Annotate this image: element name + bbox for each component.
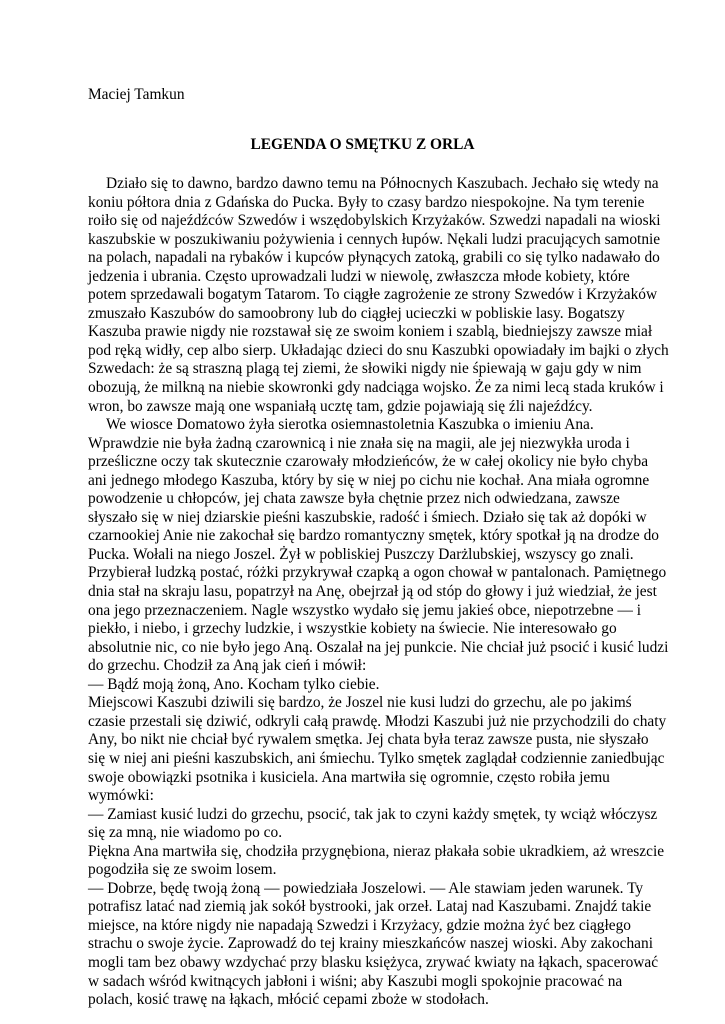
text-line: do grzechu. Chodził za Aną jak cień i mówił: [88,657,367,675]
text-line: — Zamiast kusić ludzi do grzechu, psocić, tak jak to czyni każdy smętek, ty wciąż włóczysz [88,805,658,823]
text-line: roiło się od najeźdźców Szwedów i wszędobylskich Krzyżaków. Szwedzi napadali na wioski [88,212,661,230]
text-line: ani jednego młodego Kaszuba, który by się w niej po cichu nie kochał. Ana miała ogromne [88,471,650,489]
text-line: — Bądź moją żoną, Ano. Kocham tylko ciebie. [88,675,380,693]
text-line: wymówki: [88,787,154,805]
text-line: ona jego przeznaczeniem. Nagle wszystko wydało się jemu jakieś obce, niepotrzebne — i [88,601,642,619]
text-line: się w niej ani pieśni kaszubskich, ani śmiechu. Tylko smętek zaglądał codziennie zaniedbując [88,749,665,767]
text-line: potem sprzedawali bogatym Tatarom. To ciągłe zagrożenie ze strony Szwedów i Krzyżaków [88,286,658,304]
text-line: Szwedach: że są straszną plagą tej ziemi, że słowiki nigdy nie śpiewają w gaju gdy w nim [88,360,642,378]
text-line: czarnookiej Anie nie zakochał się bardzo romantyczny smętek, który spotkał ją na drodze do [88,527,659,545]
text-line: polach, kosić trawę na łąkach, młócić cepami zboże w stodołach. [88,991,489,1009]
text-line: dnia stał na skraju lasu, popatrzył na Anę, obejrzał ją od stóp do głowy i już wiedział, że jest [88,583,657,601]
text-line: swoje obowiązki psotnika i kusiciela. Ana martwiła się ogromnie, często robiła jemu [88,768,610,786]
text-line: We wiosce Domatowo żyła sierotka osiemnastoletnia Kaszubka o imieniu Ana. [106,416,594,434]
text-line: powodzenie u chłopców, jej chata zawsze była chętnie przez nich odwiedzana, zawsze [88,490,620,508]
text-line: Pucka. Wołali na niego Joszel. Żył w pobliskiej Puszczy Darżlubskiej, wszyscy go znali. [88,545,634,563]
text-line: potrafisz latać nad ziemią jak sokół bystrooki, jak orzeł. Lataj nad Kaszubami. Znajdź takie [88,898,652,916]
text-line: słyszało się w niej dziarskie pieśni kaszubskie, radość i śmiech. Działo się tak aż dopóki w [88,508,647,526]
text-line: Kaszuba prawie nigdy nie rozstawał się ze swoim koniem i szablą, biedniejszy zawsze miał [88,323,653,341]
text-line: Piękna Ana martwiła się, chodziła przygnębiona, nieraz płakała sobie ukradkiem, aż wreszcie [88,842,665,860]
text-line: obozują, że milkną na niebie skowronki gdy nadciąga wojsko. Że za nimi lecą stada kruków i [88,379,664,397]
text-line: Działo się to dawno, bardzo dawno temu na Północnych Kaszubach. Jechało się wtedy na [106,175,659,192]
text-line: pogodziła się ze swoim losem. [88,861,277,879]
text-line: koniu półtora dnia z Gdańska do Pucka. Były to czasy bardzo niespokojne. Na tym terenie [88,193,645,211]
text-line: wron, bo zawsze mają one wspaniałą ucztę tam, gdzie pojawiają się źli najeźdźcy. [88,397,593,415]
text-line: Miejscowi Kaszubi dziwili się bardzo, że Joszel nie kusi ludzi do grzechu, ale po jakimś [88,694,632,712]
text-line: zmuszało Kaszubów do samoobrony lub do ciągłej ucieczki w pobliskie lasy. Bogatszy [88,304,625,322]
text-line: w sadach wśród kwitnących jabłoni i wiśni; aby Kaszubi mogli spokojnie pracować na [88,972,623,990]
text-line: absolutnie nic, co nie było jego Aną. Oszalał na jej punkcie. Nie chciał już psocić i kusić ludzi [88,638,669,656]
text-line: — Dobrze, będę twoją żoną — powiedziała Joszelowi. — Ale stawiam jeden warunek. Ty [88,879,644,897]
text-line: pod ręką widły, cep albo sierp. Układając dzieci do snu Kaszubki opowiadały im bajki o złych [88,341,669,359]
text-line: jedzenia i ubrania. Często uprowadzali ludzi w niewolę, zwłaszcza młode kobiety, które [88,267,630,285]
author-name: Maciej Tamkun [88,86,185,103]
text-line: kaszubskie w poszukiwaniu pożywienia i cennych łupów. Nękali ludzi pracujących samotnie [88,230,661,248]
text-line: Any, bo nikt nie chciał być rywalem smętka. Jej chata była teraz zawsze pusta, nie słyszało [88,731,649,749]
text-line: mogli tam bez obawy wzdychać przy blasku księżyca, zrywać kwiaty na łąkach, spacerować [88,953,659,971]
text-line: strachu o swoje życie. Zaprowadź do tej krainy mieszkańców naszej wioski. Aby zakochani [88,935,653,953]
text-line: miejsce, na które nigdy nie napadają Szwedzi i Krzyżacy, gdzie można żyć bez ciągłego [88,916,631,934]
text-line: piekło, i niebo, i grzechy ludzkie, i wszystkie kobiety na świecie. Nie interesowało go [88,620,617,638]
story-body [88,175,669,1010]
text-line: czasie przestali się dziwić, odkryli całą prawdę. Młodzi Kaszubi już nie przychodzili do chaty [88,712,667,730]
text-line: prześliczne oczy tak skutecznie czarowały młodzieńców, że w całej okolicy nie było chyba [88,453,649,471]
text-line: się za mną, nie wiadomo po co. [88,824,283,842]
text-line: na polach, napadali na rybaków i kupców płynących zatoką, grabili co się tylko nadawało do [88,249,660,267]
document-title: LEGENDA O SMĘTKU Z ORLA [250,136,475,153]
text-line: Wprawdzie nie była żadną czarownicą i nie znała się na magii, ale jej niezwykła uroda i [88,434,630,452]
text-line: Przybierał ludzką postać, różki przykrywał czapką a ogon chował w pantalonach. Pamiętnego [88,564,667,582]
